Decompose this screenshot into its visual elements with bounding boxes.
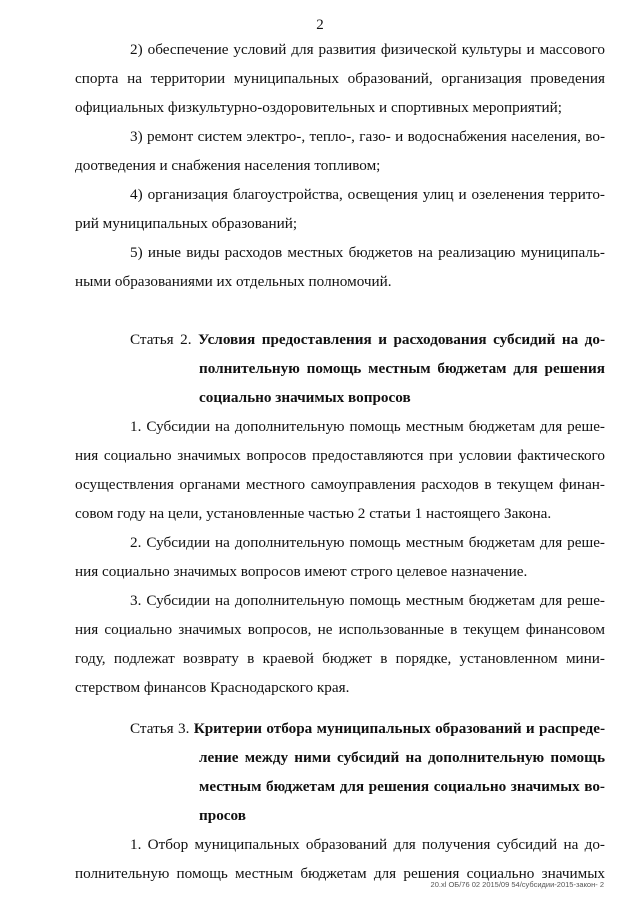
list-item-3-line-1: 3) ремонт систем электро-, тепло-, газо- и водоснабжения населения, во- (130, 128, 605, 145)
article-2-para-2-line-2: ния социально значимых вопросов имеют строго целевое назначение. (75, 563, 528, 580)
article-2-label: Статья 2. (130, 331, 192, 348)
list-item-5-line-2: ными образованиями их отдельных полномочий. (75, 273, 392, 290)
article-3-label: Статья 3. (130, 720, 190, 737)
article-2-para-1-line-3: осуществления органами местного самоуправления расходов в текущем финан- (75, 476, 605, 493)
article-2-para-1-line-2: ния социально значимых вопросов предоставляются при условии фактического (75, 447, 605, 464)
article-2-title-line-2: полнительную помощь местным бюджетам для решения (199, 360, 605, 377)
article-3-title: Критерии отбора муниципальных образований и распреде- (193, 720, 606, 737)
list-item-2-line-1: 2) обеспечение условий для развития физической культуры и массового (130, 41, 605, 58)
article-2-para-2-line-1: 2. Субсидии на дополнительную помощь местным бюджетам для реше- (130, 534, 605, 551)
article-3-title-line-4: просов (199, 807, 246, 824)
list-item-3-line-2: доотведения и снабжения населения топливом; (75, 157, 381, 174)
article-2-para-3-line-4: стерством финансов Краснодарского края. (75, 679, 350, 696)
list-item-4-line-2: рий муниципальных образований; (75, 215, 298, 232)
article-2-title-line-3: социально значимых вопросов (199, 389, 411, 406)
list-item-4-line-1: 4) организация благоустройства, освещения улиц и озеленения террито- (130, 186, 605, 203)
list-item-2-line-3: официальных физкультурно-оздоровительных и спортивных мероприятий; (75, 99, 562, 116)
article-3-title-line-2: ление между ними субсидий на дополнительную помощь (199, 749, 605, 766)
article-2-para-3-line-3: году, подлежат возврату в краевой бюджет в порядке, установленном мини- (75, 650, 605, 667)
article-2-title: Условия предоставления и расходования субсидий на до- (198, 331, 605, 348)
article-2-heading (130, 330, 605, 350)
article-3-title-line-3: местным бюджетам для решения социально значимых во- (199, 778, 605, 795)
page-number: 2 (316, 17, 324, 33)
article-3-para-1-line-2: полнительную помощь местным бюджетам для решения социально значимых (75, 865, 605, 882)
article-3-para-1-line-1: 1. Отбор муниципальных образований для получения субсидий на до- (130, 836, 605, 853)
article-3-heading (130, 719, 605, 739)
article-2-para-1-line-1: 1. Субсидии на дополнительную помощь местным бюджетам для реше- (130, 418, 605, 435)
document-footer-id: 20.xl ОБ/76 02 2015/09 54/субсидии-2015-закон- 2 (430, 880, 604, 889)
list-item-2-line-2: спорта на территории муниципальных образований, организация проведения (75, 70, 605, 87)
article-2-para-3-line-1: 3. Субсидии на дополнительную помощь местным бюджетам для реше- (130, 592, 605, 609)
article-2-para-3-line-2: ния социально значимых вопросов, не использованные в текущем финансовом (75, 621, 605, 638)
list-item-5-line-1: 5) иные виды расходов местных бюджетов на реализацию муниципаль- (130, 244, 605, 261)
article-2-para-1-line-4: совом году на цели, установленные частью 2 статьи 1 настоящего Закона. (75, 505, 552, 522)
